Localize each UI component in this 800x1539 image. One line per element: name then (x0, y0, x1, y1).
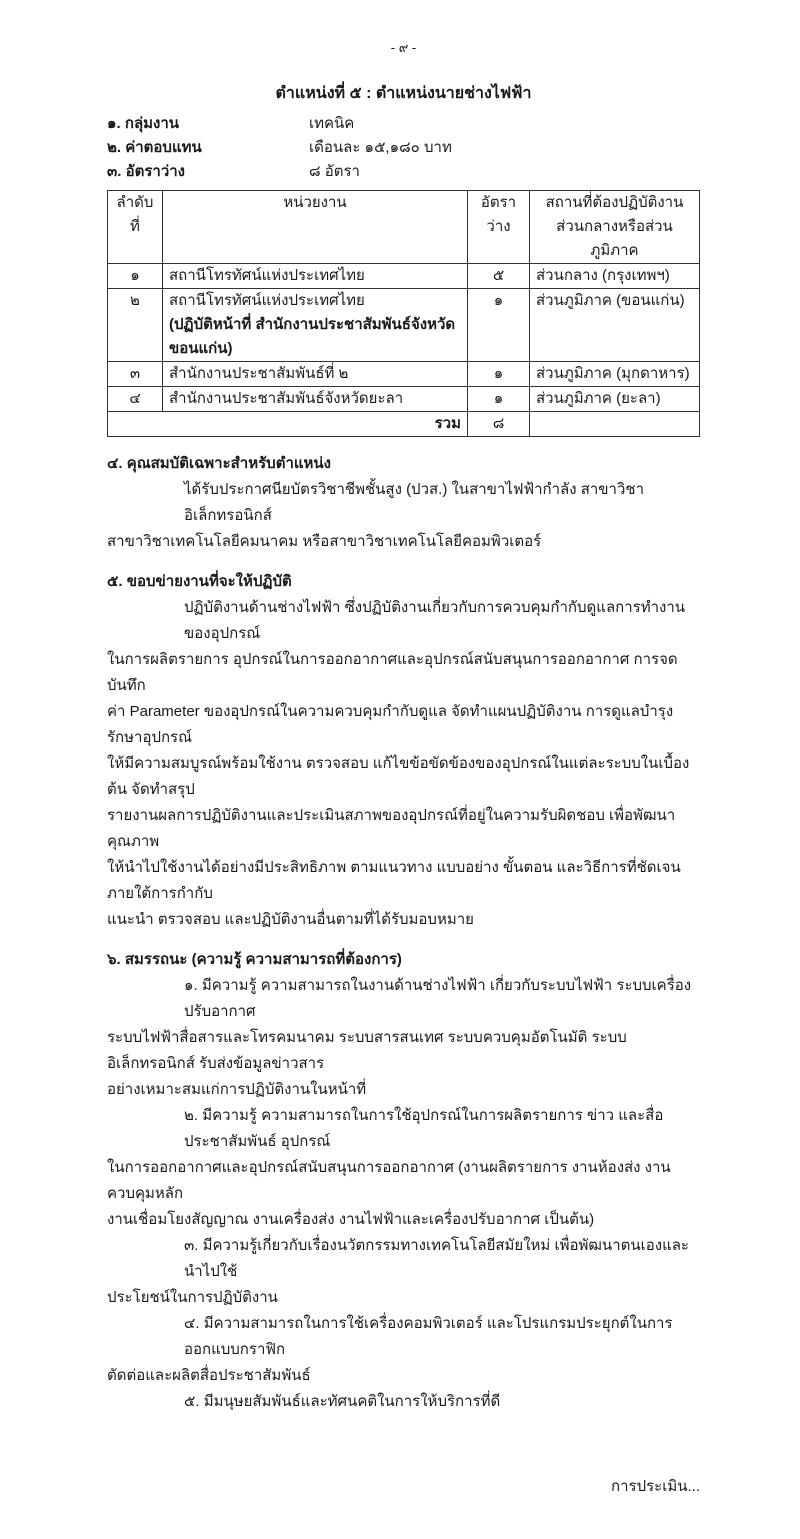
unit-note: (ปฏิบัติหน้าที่ สำนักงานประชาสัมพันธ์จังหวัดขอนแก่น) (169, 316, 456, 357)
row-no: ๓ (108, 362, 163, 387)
paragraph-line: ในการออกอากาศและอุปกรณ์สนับสนุนการออกอากาศ (งานผลิตรายการ งานห้องส่ง งานควบคุมหลัก (107, 1159, 671, 1202)
section (107, 569, 700, 933)
header-place-line1: สถานที่ต้องปฏิบัติงาน (545, 194, 684, 211)
paragraph-line: ประโยชน์ในการปฏิบัติงาน (107, 1289, 278, 1306)
continuation-text: การประเมิน... (611, 1478, 700, 1495)
paragraph-line: สาขาวิชาเทคโนโลยีคมนาคม หรือสาขาวิชาเทคโนโลยีคอมพิวเตอร์ (107, 533, 542, 550)
unit-name: สถานีโทรทัศน์แห่งประเทศไทย (169, 267, 365, 284)
info-label-salary: ๒. ค่าตอบแทน (107, 139, 202, 156)
paragraph-line: ระบบไฟฟ้าสื่อสารและโทรคมนาคม ระบบสารสนเทศ ระบบควบคุมอัตโนมัติ ระบบอิเล็กทรอนิกส์ รับส่งข้อมูลข่าวสาร (107, 1029, 627, 1072)
table-row (108, 289, 700, 362)
paragraph-line: ๕. มีมนุษยสัมพันธ์และทัศนคติในการให้บริการที่ดี (184, 1393, 501, 1410)
total-value: ๘ (468, 412, 530, 437)
header-unit: หน่วยงาน (163, 191, 468, 264)
vacancy-table (107, 190, 700, 437)
info-label-vacancy: ๓. อัตราว่าง (107, 163, 185, 180)
row-unit (163, 264, 468, 289)
table-total-row (108, 412, 700, 437)
row-no: ๒ (108, 289, 163, 362)
total-label: รวม (108, 412, 468, 437)
paragraph-line: ๑. มีความรู้ ความสามารถในงานด้านช่างไฟฟ้า เกี่ยวกับระบบไฟฟ้า ระบบเครื่องปรับอากาศ (184, 977, 692, 1020)
page-number: - ๙ - (390, 40, 417, 55)
info-value-job-group: เทคนิค (309, 115, 355, 132)
paragraph-line: ตัดต่อและผลิตสื่อประชาสัมพันธ์ (107, 1367, 311, 1384)
table-header-row (108, 191, 700, 264)
row-place: ส่วนภูมิภาค (มุกดาหาร) (530, 362, 700, 387)
sections (107, 451, 700, 1415)
section (107, 451, 700, 555)
paragraph-line: ในการผลิตรายการ อุปกรณ์ในการออกอากาศและอุปกรณ์สนับสนุนการออกอากาศ การจดบันทึก (107, 651, 678, 694)
row-vacancy: ๑ (468, 289, 530, 362)
header-place (530, 191, 700, 264)
row-vacancy: ๕ (468, 264, 530, 289)
paragraph-line: ๒. มีความรู้ ความสามารถในการใช้อุปกรณ์ในการผลิตรายการ ข่าว และสื่อประชาสัมพันธ์ อุปกรณ์ (184, 1107, 664, 1150)
paragraph-line: ให้มีความสมบูรณ์พร้อมใช้งาน ตรวจสอบ แก้ไขข้อขัดข้องของอุปกรณ์ในแต่ละระบบในเบื้องต้น จัดทำสรุป (107, 755, 690, 798)
row-vacancy: ๑ (468, 387, 530, 412)
unit-name: สถานีโทรทัศน์แห่งประเทศไทย (169, 292, 365, 309)
row-vacancy: ๑ (468, 362, 530, 387)
unit-name: สำนักงานประชาสัมพันธ์ที่ ๒ (169, 365, 349, 382)
row-place: ส่วนกลาง (กรุงเทพฯ) (530, 264, 700, 289)
paragraph-line: ได้รับประกาศนียบัตรวิชาชีพชั้นสูง (ปวส.) ในสาขาไฟฟ้ากำลัง สาขาวิชาอิเล็กทรอนิกส์ (184, 481, 644, 524)
total-empty-cell (530, 412, 700, 437)
info-value-vacancy: ๘ อัตรา (309, 163, 360, 180)
header-no (108, 191, 163, 264)
info-label-job-group: ๑. กลุ่มงาน (107, 115, 180, 132)
paragraph-line: ค่า Parameter ของอุปกรณ์ในความควบคุมกำกับดูแล จัดทำแผนปฏิบัติงาน การดูแลบำรุงรักษาอุปกรณ์ (107, 703, 674, 746)
paragraph-line: งานเชื่อมโยงสัญญาณ งานเครื่องส่ง งานไฟฟ้าและเครื่องปรับอากาศ เป็นต้น) (107, 1211, 595, 1228)
info-row-job-group (107, 112, 700, 136)
row-no: ๑ (108, 264, 163, 289)
table-row (108, 362, 700, 387)
paragraph-line: ๓. มีความรู้เกี่ยวกับเรื่องนวัตกรรมทางเทคโนโลยีสมัยใหม่ เพื่อพัฒนาตนเองและนำไปใช้ (184, 1237, 689, 1280)
paragraph-line: ๔. มีความสามารถในการใช้เครื่องคอมพิวเตอร์ และโปรแกรมประยุกต์ในการออกแบบกราฟิก (184, 1315, 673, 1358)
header-no-line1: ลำดับ (116, 194, 154, 211)
info-value-salary: เดือนละ ๑๕,๑๘๐ บาท (309, 139, 452, 156)
unit-name: สำนักงานประชาสัมพันธ์จังหวัดยะลา (169, 390, 404, 407)
section-heading: ๕. ขอบข่ายงานที่จะให้ปฏิบัติ (107, 573, 292, 590)
table-row (108, 264, 700, 289)
table-row (108, 387, 700, 412)
section-heading: ๖. สมรรถนะ (ความรู้ ความสามารถที่ต้องการ) (107, 951, 402, 968)
paragraph-line: ให้นำไปใช้งานได้อย่างมีประสิทธิภาพ ตามแนวทาง แบบอย่าง ขั้นตอน และวิธีการที่ชัดเจน ภายใต้การกำกับ (107, 859, 681, 902)
row-no: ๔ (108, 387, 163, 412)
row-unit (163, 362, 468, 387)
section (107, 947, 700, 1415)
paragraph-line: อย่างเหมาะสมแก่การปฏิบัติงานในหน้าที่ (107, 1081, 367, 1098)
info-row-vacancy (107, 160, 700, 184)
row-unit (163, 387, 468, 412)
paragraph-line: ปฏิบัติงานด้านช่างไฟฟ้า ซึ่งปฏิบัติงานเกี่ยวกับการควบคุมกำกับดูแลการทำงานของอุปกรณ์ (184, 599, 686, 642)
row-place: ส่วนภูมิภาค (ขอนแก่น) (530, 289, 700, 362)
section-heading: ๔. คุณสมบัติเฉพาะสำหรับตำแหน่ง (107, 455, 331, 472)
info-row-salary (107, 136, 700, 160)
header-vacancy: อัตราว่าง (468, 191, 530, 264)
header-place-line2: ส่วนกลางหรือส่วนภูมิภาค (556, 218, 673, 259)
paragraph-line: รายงานผลการปฏิบัติงานและประเมินสภาพของอุปกรณ์ที่อยู่ในความรับผิดชอบ เพื่อพัฒนาคุณภาพ (107, 807, 676, 850)
row-place: ส่วนภูมิภาค (ยะลา) (530, 387, 700, 412)
paragraph-line: แนะนำ ตรวจสอบ และปฏิบัติงานอื่นตามที่ได้รับมอบหมาย (107, 911, 474, 928)
row-unit (163, 289, 468, 362)
header-no-line2: ที่ (130, 218, 140, 235)
page-title: ตำแหน่งที่ ๕ : ตำแหน่งนายช่างไฟฟ้า (275, 85, 532, 102)
